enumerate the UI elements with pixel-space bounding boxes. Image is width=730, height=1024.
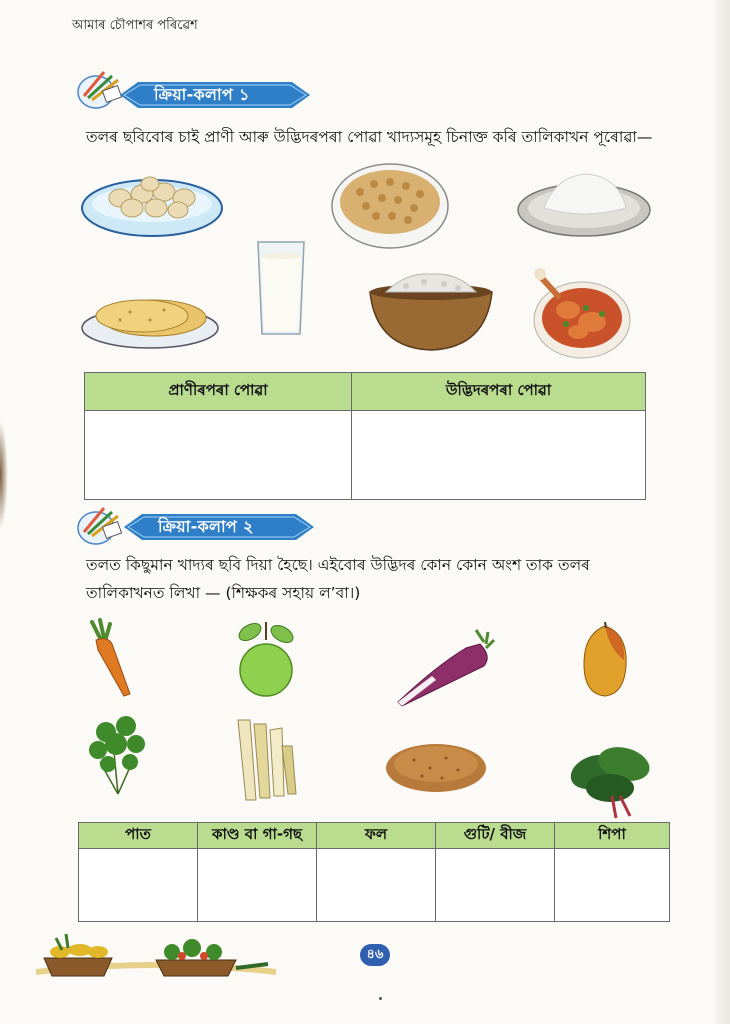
page-edge (716, 0, 730, 1024)
activity2-title: ক্ৰিয়া-কলাপ ২ (158, 516, 254, 536)
activity2-instruction-line2: তালিকাখনত লিখা — (শিক্ষকৰ সহায় ল’বা।) (86, 584, 361, 602)
spinach-image (564, 734, 660, 824)
answer-cell-plant[interactable] (352, 411, 646, 500)
binding-shadow (0, 420, 8, 530)
column-header-stem: কাণ্ড বা গা-গছ (198, 823, 317, 849)
column-header-animal-sourced: প্ৰাণীৰপৰা পোৱা (85, 373, 352, 411)
seeds-heap-image (384, 738, 488, 798)
rice-plate-image (516, 170, 652, 246)
pencil-cup-icon (74, 66, 126, 116)
column-header-fruit: ফল (317, 823, 436, 849)
radish-image (396, 626, 500, 714)
activity2-banner (124, 512, 314, 542)
roti-plate-image (80, 292, 220, 356)
milk-glass-image (254, 238, 308, 342)
answer-cell-stem[interactable] (198, 849, 317, 922)
column-header-plant-sourced: উদ্ভিদৰপৰা পোৱা (352, 373, 646, 411)
bamboo-shoot-image (230, 716, 300, 806)
mango-image (580, 620, 630, 704)
chicken-curry-image (530, 262, 634, 366)
page-number: ৪৬ (360, 944, 390, 966)
dal-bowl-image (366, 270, 496, 356)
guava-image (236, 612, 296, 706)
pencil-cup-icon (74, 502, 126, 552)
answer-cell-animal[interactable] (85, 411, 352, 500)
coriander-image (86, 712, 150, 800)
activity1-title: ক্ৰিয়া-কলাপ ১ (154, 84, 250, 104)
column-header-root: শিপা (555, 823, 670, 849)
activity1-table (84, 372, 646, 500)
activity1-instruction: তলৰ ছবিবোৰ চাই প্ৰাণী আৰু উদ্ভিদৰপৰা পোৱা খাদ্যসমূহ চিনাক্ত কৰি তালিকাখন পূৰোৱা— (86, 128, 653, 146)
answer-cell-seed[interactable] (436, 849, 555, 922)
boiled-eggs-bowl-image (80, 170, 225, 246)
chickpeas-bowl-image (330, 162, 450, 256)
speck (379, 997, 382, 1000)
carrot-image (78, 618, 140, 702)
activity2-instruction-line1: তলত কিছুমান খাদ্যৰ ছবি দিয়া হৈছে। এইবোৰ উদ্ভিদৰ কোন কোন অংশ তাক তলৰ (86, 556, 590, 574)
column-header-leaf: পাত (79, 823, 198, 849)
answer-cell-fruit[interactable] (317, 849, 436, 922)
answer-cell-leaf[interactable] (79, 849, 198, 922)
vegetable-baskets-decoration (36, 928, 276, 986)
column-header-seed: গুটি/ বীজ (436, 823, 555, 849)
activity1-banner (120, 80, 310, 110)
running-title: আমাৰ চৌপাশৰ পৰিৱেশ (72, 18, 198, 33)
activity2-table (78, 822, 670, 922)
answer-cell-root[interactable] (555, 849, 670, 922)
